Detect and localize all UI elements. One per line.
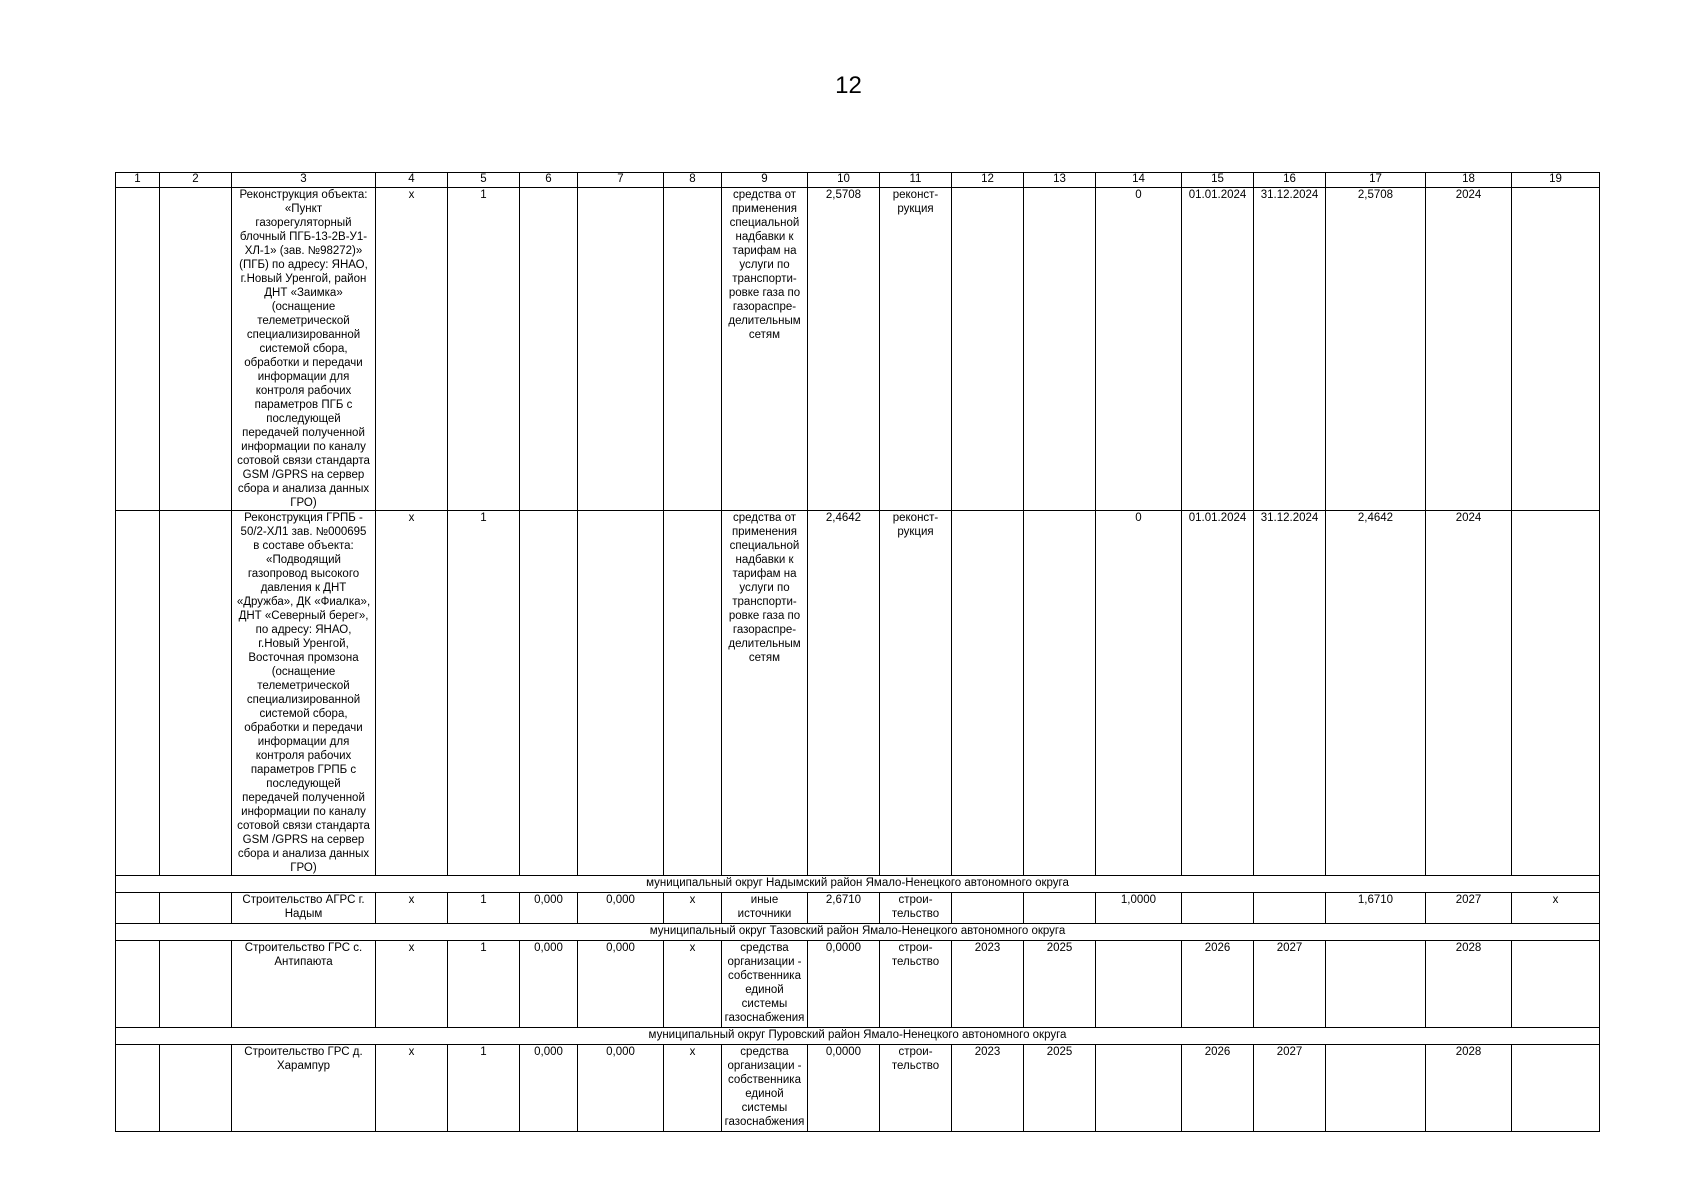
table-cell-col-6: 0,000 — [520, 1045, 578, 1132]
table-cell-col-2 — [160, 511, 232, 876]
table-cell-col-18: 2024 — [1426, 511, 1512, 876]
table-cell-col-8: х — [664, 1045, 722, 1132]
table-cell-col-13 — [1024, 511, 1096, 876]
table-cell-col-3: Строительство ГРС д. Харампур — [232, 1045, 376, 1132]
column-number-cell: 9 — [722, 173, 808, 188]
table-cell-col-1 — [116, 511, 160, 876]
column-number-cell: 8 — [664, 173, 722, 188]
municipal-district-row — [116, 924, 1600, 941]
column-number-cell: 11 — [880, 173, 952, 188]
table-cell-col-19 — [1512, 941, 1600, 1028]
table-cell-col-17 — [1326, 1045, 1426, 1132]
table-cell-col-8 — [664, 188, 722, 511]
column-number-cell: 19 — [1512, 173, 1600, 188]
table-cell-col-12 — [952, 511, 1024, 876]
column-number-cell: 4 — [376, 173, 448, 188]
table-cell-col-15: 01.01.2024 — [1182, 511, 1254, 876]
table-cell-col-3: Реконструкция объекта: «Пункт газорегуляторный блочный ПГБ-13-2В-У1- ХЛ-1» (зав. №98272)» (ПГБ) по адресу: ЯНАО, г.Новый Уренгой, район ДНТ «Заимка» (оснащение телеметрической специализированной системой сбора, обработки и передачи информации для контроля рабочих параметров ПГБ с последующей передачей полученной информации по каналу сотовой связи стандарта GSM /GPRS на сервер сбора и анализа данных ГРО) — [232, 188, 376, 511]
table-cell-col-6 — [520, 511, 578, 876]
table-cell-col-16: 31.12.2024 — [1254, 511, 1326, 876]
table-cell-col-7: 0,000 — [578, 941, 664, 1028]
table-cell-col-3: Реконструкция ГРПБ - 50/2-ХЛ1 зав. №000695 в составе объекта: «Подводящий газопровод высокого давления к ДНТ «Дружба», ДК «Фиалка», ДНТ «Северный берег», по адресу: ЯНАО, г.Новый Уренгой, Восточная промзона (оснащение телеметрической специализированной системой сбора, обработки и передачи информации для контроля рабочих параметров ГРПБ с последующей передачей полученной информации по каналу сотовой связи стандарта GSM /GPRS на сервер сбора и анализа данных ГРО) — [232, 511, 376, 876]
table-cell-col-13: 2025 — [1024, 941, 1096, 1028]
table-cell-col-13 — [1024, 188, 1096, 511]
table-cell-col-12: 2023 — [952, 941, 1024, 1028]
table-cell-col-19 — [1512, 511, 1600, 876]
table-cell-col-16 — [1254, 893, 1326, 924]
table-cell-col-11: реконст- рукция — [880, 188, 952, 511]
table-cell-col-14 — [1096, 941, 1182, 1028]
table-cell-col-1 — [116, 1045, 160, 1132]
table-cell-col-16: 31.12.2024 — [1254, 188, 1326, 511]
column-number-cell: 16 — [1254, 173, 1326, 188]
table-cell-col-11: строи- тельство — [880, 893, 952, 924]
table-cell-col-5: 1 — [448, 893, 520, 924]
table-cell-col-6 — [520, 188, 578, 511]
municipal-district-row — [116, 876, 1600, 893]
column-number-cell: 13 — [1024, 173, 1096, 188]
table-cell-col-19 — [1512, 1045, 1600, 1132]
table-cell-col-7: 0,000 — [578, 1045, 664, 1132]
table-cell-col-2 — [160, 1045, 232, 1132]
table-cell-col-17: 2,5708 — [1326, 188, 1426, 511]
table-cell-col-17 — [1326, 941, 1426, 1028]
column-number-cell: 17 — [1326, 173, 1426, 188]
column-number-row — [116, 173, 1600, 188]
table-cell-col-14: 0 — [1096, 511, 1182, 876]
table-cell-col-18: 2024 — [1426, 188, 1512, 511]
table-cell-col-11: реконст- рукция — [880, 511, 952, 876]
table-cell-col-2 — [160, 893, 232, 924]
table-cell-col-4: х — [376, 941, 448, 1028]
table-cell-col-2 — [160, 941, 232, 1028]
table-cell-col-17: 2,4642 — [1326, 511, 1426, 876]
table-cell-col-10: 0,0000 — [808, 941, 880, 1028]
table-cell-col-8: х — [664, 893, 722, 924]
table-cell-col-5: 1 — [448, 188, 520, 511]
table-row — [116, 893, 1600, 924]
table-body — [116, 173, 1600, 1132]
column-number-cell: 10 — [808, 173, 880, 188]
column-number-cell: 14 — [1096, 173, 1182, 188]
table-cell-col-1 — [116, 941, 160, 1028]
table-cell-col-10: 2,6710 — [808, 893, 880, 924]
table-cell-col-13: 2025 — [1024, 1045, 1096, 1132]
table-cell-col-14: 0 — [1096, 188, 1182, 511]
table-row — [116, 1045, 1600, 1132]
table-cell-col-4: х — [376, 511, 448, 876]
column-number-cell: 2 — [160, 173, 232, 188]
table-cell-col-19 — [1512, 188, 1600, 511]
table-cell-col-9: иные источники — [722, 893, 808, 924]
column-number-cell: 1 — [116, 173, 160, 188]
table-cell-col-6: 0,000 — [520, 893, 578, 924]
table-cell-col-3: Строительство ГРС с. Антипаюта — [232, 941, 376, 1028]
municipal-district-label: муниципальный округ Надымский район Ямало-Ненецкого автономного округа — [116, 876, 1600, 893]
investment-program-table — [115, 172, 1600, 1132]
table-cell-col-4: х — [376, 893, 448, 924]
table-cell-col-15 — [1182, 893, 1254, 924]
table-cell-col-16: 2027 — [1254, 941, 1326, 1028]
table-cell-col-14: 1,0000 — [1096, 893, 1182, 924]
table-cell-col-16: 2027 — [1254, 1045, 1326, 1132]
table-cell-col-18: 2028 — [1426, 1045, 1512, 1132]
table-cell-col-7 — [578, 511, 664, 876]
column-number-cell: 6 — [520, 173, 578, 188]
table-cell-col-12 — [952, 188, 1024, 511]
table-cell-col-7: 0,000 — [578, 893, 664, 924]
table-cell-col-11: строи- тельство — [880, 1045, 952, 1132]
column-number-cell: 5 — [448, 173, 520, 188]
table-cell-col-18: 2027 — [1426, 893, 1512, 924]
table-cell-col-5: 1 — [448, 1045, 520, 1132]
table-cell-col-1 — [116, 893, 160, 924]
column-number-cell: 7 — [578, 173, 664, 188]
table-cell-col-3: Строительство АГРС г. Надым — [232, 893, 376, 924]
table-cell-col-15: 2026 — [1182, 941, 1254, 1028]
page-number: 12 — [835, 72, 862, 99]
municipal-district-label: муниципальный округ Пуровский район Ямало-Ненецкого автономного округа — [116, 1028, 1600, 1045]
table-cell-col-17: 1,6710 — [1326, 893, 1426, 924]
table-cell-col-12: 2023 — [952, 1045, 1024, 1132]
table-cell-col-9: средства от применения специальной надбавки к тарифам на услуги по транспорти- ровке газа по газораспре- делительным сетям — [722, 188, 808, 511]
column-number-cell: 12 — [952, 173, 1024, 188]
table-cell-col-14 — [1096, 1045, 1182, 1132]
table-cell-col-7 — [578, 188, 664, 511]
table-cell-col-5: 1 — [448, 511, 520, 876]
table-cell-col-12 — [952, 893, 1024, 924]
table-cell-col-4: х — [376, 188, 448, 511]
table-cell-col-9: средства организации - собственника единой системы газоснабжения — [722, 941, 808, 1028]
table-cell-col-9: средства организации - собственника единой системы газоснабжения — [722, 1045, 808, 1132]
table-cell-col-13 — [1024, 893, 1096, 924]
table-cell-col-10: 2,4642 — [808, 511, 880, 876]
table-cell-col-10: 0,0000 — [808, 1045, 880, 1132]
table-cell-col-6: 0,000 — [520, 941, 578, 1028]
column-number-cell: 3 — [232, 173, 376, 188]
table-cell-col-15: 01.01.2024 — [1182, 188, 1254, 511]
table-cell-col-9: средства от применения специальной надбавки к тарифам на услуги по транспорти- ровке газа по газораспре- делительным сетям — [722, 511, 808, 876]
table-row — [116, 511, 1600, 876]
column-number-cell: 15 — [1182, 173, 1254, 188]
column-number-cell: 18 — [1426, 173, 1512, 188]
table-cell-col-11: строи- тельство — [880, 941, 952, 1028]
table-cell-col-5: 1 — [448, 941, 520, 1028]
municipal-district-label: муниципальный округ Тазовский район Ямало-Ненецкого автономного округа — [116, 924, 1600, 941]
table-row — [116, 188, 1600, 511]
table-cell-col-1 — [116, 188, 160, 511]
table-cell-col-8 — [664, 511, 722, 876]
municipal-district-row — [116, 1028, 1600, 1045]
table-row — [116, 941, 1600, 1028]
table-cell-col-15: 2026 — [1182, 1045, 1254, 1132]
table-cell-col-2 — [160, 188, 232, 511]
table-cell-col-10: 2,5708 — [808, 188, 880, 511]
table-cell-col-4: х — [376, 1045, 448, 1132]
table-cell-col-8: х — [664, 941, 722, 1028]
table-cell-col-19: х — [1512, 893, 1600, 924]
table-cell-col-18: 2028 — [1426, 941, 1512, 1028]
